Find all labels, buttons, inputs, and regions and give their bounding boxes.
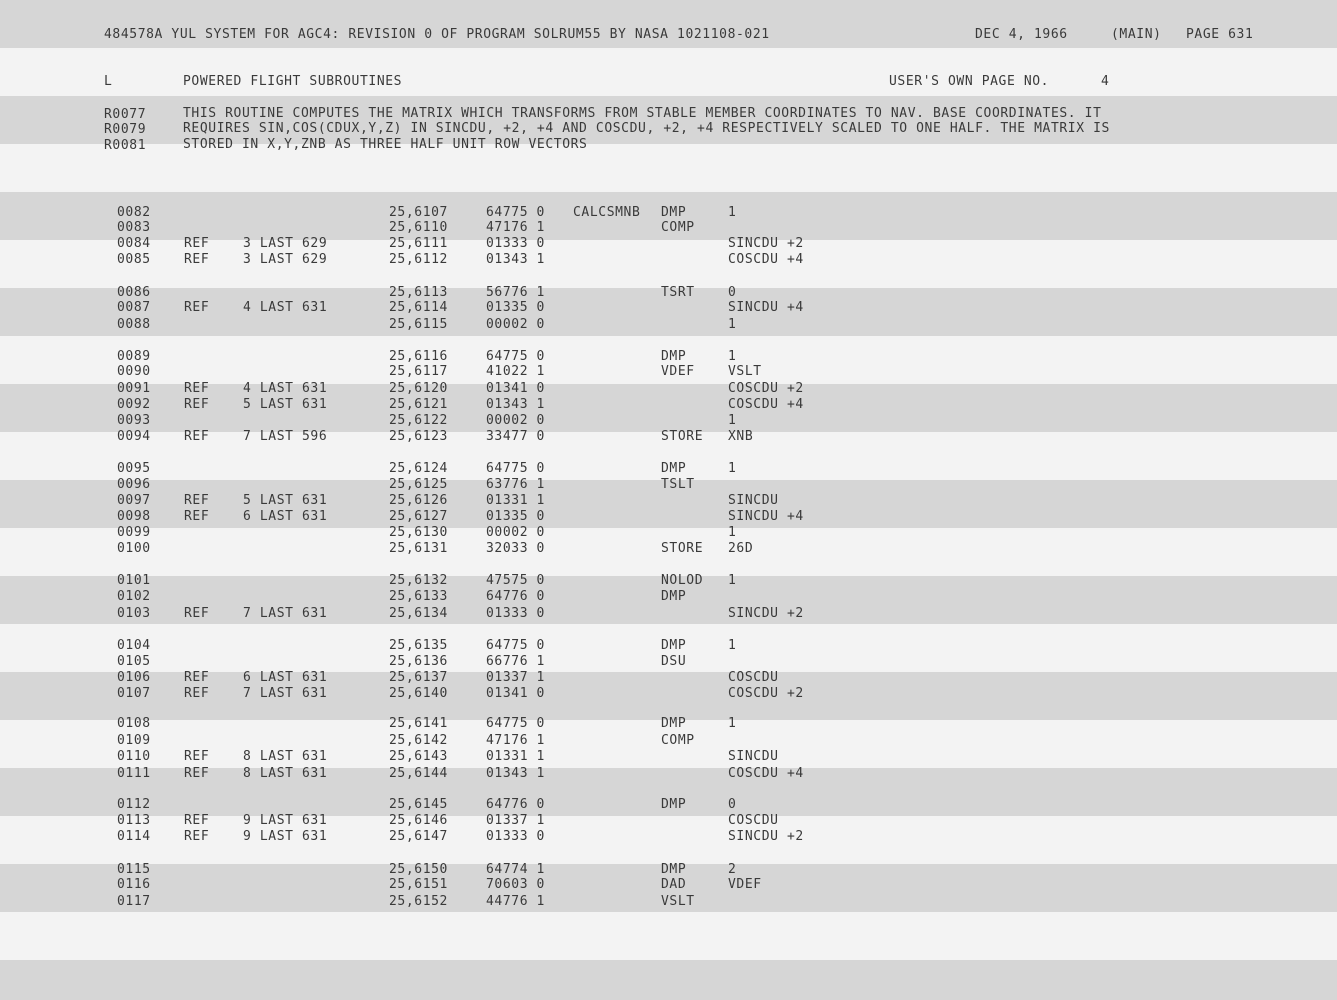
address: 25,6152: [389, 894, 448, 909]
octal-word: 70603 0: [486, 877, 545, 892]
operand: COSCDU: [728, 813, 779, 828]
symbol-label: CALCSMNB: [573, 205, 641, 220]
line-number: 0091: [117, 381, 151, 396]
line-number: 0087: [117, 300, 151, 315]
line-number: 0090: [117, 364, 151, 379]
line-number: 0092: [117, 397, 151, 412]
line-number: 0093: [117, 413, 151, 428]
remark-text: REQUIRES SIN,COS(CDUX,Y,Z) IN SINCDU, +2, +4 AND COSCDU, +2, +4 RESPECTIVELY SCALED TO ONE HALF. THE MATRIX IS: [183, 121, 1110, 136]
address: 25,6117: [389, 364, 448, 379]
opcode: DMP: [661, 589, 687, 604]
opcode: DMP: [661, 349, 687, 364]
line-number: 0100: [117, 541, 151, 556]
line-number: 0103: [117, 606, 151, 621]
address: 25,6146: [389, 813, 448, 828]
operand: 0: [728, 797, 737, 812]
line-number: 0101: [117, 573, 151, 588]
line-number: 0094: [117, 429, 151, 444]
octal-word: 64774 1: [486, 862, 545, 877]
octal-word: 00002 0: [486, 413, 545, 428]
ref-location: 7 LAST 596: [243, 429, 328, 444]
operand: 1: [728, 205, 737, 220]
address: 25,6151: [389, 877, 448, 892]
line-number: 0117: [117, 894, 151, 909]
ref-location: 4 LAST 631: [243, 381, 328, 396]
operand: SINCDU: [728, 493, 779, 508]
address: 25,6130: [389, 525, 448, 540]
line-number: 0088: [117, 317, 151, 332]
address: 25,6132: [389, 573, 448, 588]
operand: COSCDU +2: [728, 686, 804, 701]
line-number: 0102: [117, 589, 151, 604]
line-number: 0111: [117, 766, 151, 781]
line-number: 0113: [117, 813, 151, 828]
operand: 1: [728, 413, 737, 428]
octal-word: 00002 0: [486, 317, 545, 332]
operand: 26D: [728, 541, 754, 556]
header-section: (MAIN): [1111, 27, 1162, 42]
line-number: 0082: [117, 205, 151, 220]
opcode: DAD: [661, 877, 687, 892]
line-number: 0112: [117, 797, 151, 812]
opcode: STORE: [661, 541, 704, 556]
ref-location: 4 LAST 631: [243, 300, 328, 315]
line-number: 0097: [117, 493, 151, 508]
line-number: 0116: [117, 877, 151, 892]
address: 25,6107: [389, 205, 448, 220]
ref-location: 8 LAST 631: [243, 766, 328, 781]
ref-location: 8 LAST 631: [243, 749, 328, 764]
octal-word: 01343 1: [486, 766, 545, 781]
address: 25,6121: [389, 397, 448, 412]
octal-word: 64776 0: [486, 589, 545, 604]
ref-flag: REF: [184, 509, 210, 524]
ref-flag: REF: [184, 606, 210, 621]
operand: VDEF: [728, 877, 762, 892]
address: 25,6116: [389, 349, 448, 364]
line-number: 0108: [117, 716, 151, 731]
operand: 2: [728, 862, 737, 877]
line-number: 0096: [117, 477, 151, 492]
address: 25,6125: [389, 477, 448, 492]
operand: 1: [728, 349, 737, 364]
ref-flag: REF: [184, 397, 210, 412]
opcode: DMP: [661, 862, 687, 877]
octal-word: 41022 1: [486, 364, 545, 379]
subheader-marker: L: [104, 74, 113, 89]
ref-location: 9 LAST 631: [243, 829, 328, 844]
address: 25,6127: [389, 509, 448, 524]
remark-number: R0077: [104, 107, 147, 122]
operand: XNB: [728, 429, 754, 444]
subheader-title: POWERED FLIGHT SUBROUTINES: [183, 74, 403, 89]
line-number: 0099: [117, 525, 151, 540]
octal-word: 01341 0: [486, 381, 545, 396]
remark-text: STORED IN X,Y,ZNB AS THREE HALF UNIT ROW VECTORS: [183, 137, 588, 152]
ref-flag: REF: [184, 252, 210, 267]
line-number: 0109: [117, 733, 151, 748]
octal-word: 01333 0: [486, 606, 545, 621]
ref-flag: REF: [184, 686, 210, 701]
octal-word: 00002 0: [486, 525, 545, 540]
opcode: DMP: [661, 638, 687, 653]
header-date: DEC 4, 1966: [975, 27, 1068, 42]
address: 25,6115: [389, 317, 448, 332]
octal-word: 01331 1: [486, 493, 545, 508]
opcode: VDEF: [661, 364, 695, 379]
line-number: 0110: [117, 749, 151, 764]
address: 25,6134: [389, 606, 448, 621]
remark-number: R0079: [104, 122, 147, 137]
ref-flag: REF: [184, 236, 210, 251]
line-number: 0084: [117, 236, 151, 251]
remark-number: R0081: [104, 138, 147, 153]
opcode: DMP: [661, 461, 687, 476]
address: 25,6124: [389, 461, 448, 476]
address: 25,6141: [389, 716, 448, 731]
octal-word: 56776 1: [486, 285, 545, 300]
opcode: COMP: [661, 733, 695, 748]
address: 25,6123: [389, 429, 448, 444]
octal-word: 47176 1: [486, 733, 545, 748]
ref-flag: REF: [184, 493, 210, 508]
operand: SINCDU +2: [728, 606, 804, 621]
operand: VSLT: [728, 364, 762, 379]
ref-flag: REF: [184, 813, 210, 828]
address: 25,6140: [389, 686, 448, 701]
octal-word: 01335 0: [486, 300, 545, 315]
octal-word: 44776 1: [486, 894, 545, 909]
operand: 1: [728, 638, 737, 653]
ref-location: 9 LAST 631: [243, 813, 328, 828]
remark-text: THIS ROUTINE COMPUTES THE MATRIX WHICH TRANSFORMS FROM STABLE MEMBER COORDINATES TO NAV. BASE COORDINATES. IT: [183, 106, 1102, 121]
ref-location: 6 LAST 631: [243, 670, 328, 685]
address: 25,6147: [389, 829, 448, 844]
ref-location: 7 LAST 631: [243, 686, 328, 701]
octal-word: 01341 0: [486, 686, 545, 701]
line-number: 0098: [117, 509, 151, 524]
line-number: 0085: [117, 252, 151, 267]
address: 25,6113: [389, 285, 448, 300]
address: 25,6142: [389, 733, 448, 748]
ref-location: 5 LAST 631: [243, 397, 328, 412]
octal-word: 01343 1: [486, 397, 545, 412]
operand: SINCDU +2: [728, 236, 804, 251]
address: 25,6112: [389, 252, 448, 267]
opcode: TSRT: [661, 285, 695, 300]
operand: COSCDU +4: [728, 397, 804, 412]
address: 25,6150: [389, 862, 448, 877]
ref-location: 3 LAST 629: [243, 252, 328, 267]
address: 25,6137: [389, 670, 448, 685]
own-page-number: 4: [1101, 74, 1110, 89]
line-number: 0114: [117, 829, 151, 844]
line-number: 0106: [117, 670, 151, 685]
octal-word: 64775 0: [486, 461, 545, 476]
opcode: VSLT: [661, 894, 695, 909]
line-number: 0104: [117, 638, 151, 653]
operand: SINCDU +2: [728, 829, 804, 844]
octal-word: 01333 0: [486, 236, 545, 251]
operand: SINCDU +4: [728, 300, 804, 315]
operand: 1: [728, 317, 737, 332]
opcode: DMP: [661, 716, 687, 731]
line-number: 0089: [117, 349, 151, 364]
line-number: 0115: [117, 862, 151, 877]
address: 25,6110: [389, 220, 448, 235]
opcode: STORE: [661, 429, 704, 444]
own-page-label: USER'S OWN PAGE NO.: [889, 74, 1050, 89]
header-page: PAGE 631: [1186, 27, 1254, 42]
ref-flag: REF: [184, 829, 210, 844]
octal-word: 47575 0: [486, 573, 545, 588]
address: 25,6126: [389, 493, 448, 508]
operand: COSCDU: [728, 670, 779, 685]
octal-word: 01331 1: [486, 749, 545, 764]
operand: COSCDU +4: [728, 252, 804, 267]
address: 25,6131: [389, 541, 448, 556]
ref-flag: REF: [184, 381, 210, 396]
opcode: DMP: [661, 205, 687, 220]
opcode: DSU: [661, 654, 687, 669]
octal-word: 64776 0: [486, 797, 545, 812]
line-number: 0086: [117, 285, 151, 300]
ref-flag: REF: [184, 429, 210, 444]
opcode: COMP: [661, 220, 695, 235]
operand: 1: [728, 573, 737, 588]
octal-word: 64775 0: [486, 349, 545, 364]
octal-word: 01343 1: [486, 252, 545, 267]
address: 25,6111: [389, 236, 448, 251]
ref-location: 6 LAST 631: [243, 509, 328, 524]
address: 25,6144: [389, 766, 448, 781]
operand: SINCDU +4: [728, 509, 804, 524]
ref-flag: REF: [184, 670, 210, 685]
octal-word: 66776 1: [486, 654, 545, 669]
octal-word: 64775 0: [486, 638, 545, 653]
line-number: 0083: [117, 220, 151, 235]
opcode: DMP: [661, 797, 687, 812]
operand: COSCDU +2: [728, 381, 804, 396]
line-number: 0095: [117, 461, 151, 476]
ref-flag: REF: [184, 749, 210, 764]
opcode: NOLOD: [661, 573, 704, 588]
address: 25,6136: [389, 654, 448, 669]
operand: SINCDU: [728, 749, 779, 764]
octal-word: 63776 1: [486, 477, 545, 492]
operand: 0: [728, 285, 737, 300]
ref-location: 7 LAST 631: [243, 606, 328, 621]
address: 25,6114: [389, 300, 448, 315]
octal-word: 64775 0: [486, 716, 545, 731]
line-number: 0107: [117, 686, 151, 701]
address: 25,6133: [389, 589, 448, 604]
address: 25,6135: [389, 638, 448, 653]
ref-location: 5 LAST 631: [243, 493, 328, 508]
operand: COSCDU +4: [728, 766, 804, 781]
octal-word: 64775 0: [486, 205, 545, 220]
address: 25,6143: [389, 749, 448, 764]
operand: 1: [728, 525, 737, 540]
octal-word: 32033 0: [486, 541, 545, 556]
opcode: TSLT: [661, 477, 695, 492]
header-title: 484578A YUL SYSTEM FOR AGC4: REVISION 0 OF PROGRAM SOLRUM55 BY NASA 1021108-021: [104, 27, 770, 42]
octal-word: 47176 1: [486, 220, 545, 235]
octal-word: 01337 1: [486, 670, 545, 685]
ref-flag: REF: [184, 300, 210, 315]
octal-word: 01333 0: [486, 829, 545, 844]
octal-word: 33477 0: [486, 429, 545, 444]
address: 25,6122: [389, 413, 448, 428]
octal-word: 01337 1: [486, 813, 545, 828]
address: 25,6120: [389, 381, 448, 396]
ref-flag: REF: [184, 766, 210, 781]
operand: 1: [728, 716, 737, 731]
address: 25,6145: [389, 797, 448, 812]
line-number: 0105: [117, 654, 151, 669]
operand: 1: [728, 461, 737, 476]
octal-word: 01335 0: [486, 509, 545, 524]
ref-location: 3 LAST 629: [243, 236, 328, 251]
